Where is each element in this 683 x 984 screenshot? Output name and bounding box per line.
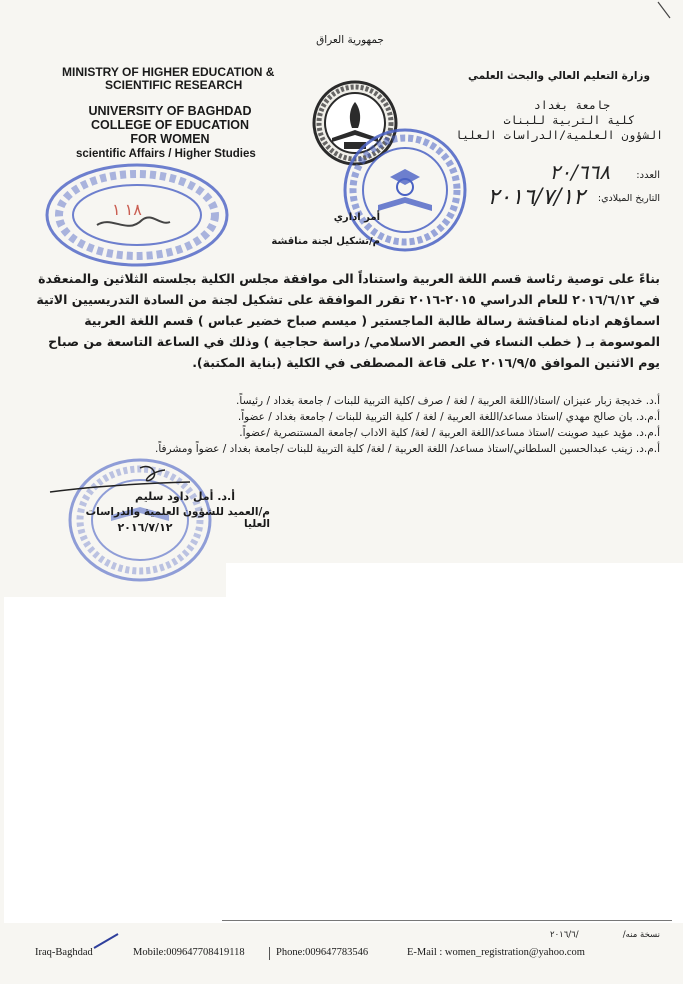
ministry-en bbox=[62, 66, 302, 92]
footer-separator bbox=[269, 947, 270, 960]
copies-label: نسخة منه/ bbox=[622, 930, 660, 940]
admin-order-label: أمر اداري bbox=[333, 212, 380, 223]
committee-member-3: أ.م.د. مؤيد عبيد صوينت /استاذ مساعد/اللغة العربية / لغة/ كلية الاداب /جامعة المستنصرية /عضواً. bbox=[239, 427, 660, 439]
body-paragraph: بناءً على توصية رئاسة قسم اللغة العربية واستناداً الى موافقة مجلس الكلية بجلسته الثلاثين والمنعقدة في ٢٠١٦/٦/١٢ للعام الدراسي ٢٠١٥-٢٠١٦ تقرر الموافقة على تشكيل لجنة من السادة التدريسيين الاتية اسماؤهم ادناه لمناقشة رسالة طالبة الماجستير ( ميسم صباح خضير عباس ) قسم اللغة العربية الموسومة بـ ( خطب النساء في العصر الاسلامي/ دراسة حجاجية ) وذلك في الساعة التاسعة من صباح يوم الاثنين الموافق ٢٠١٦/٩/٥ على قاعة المصطفى في الكلية (بناية المكتبة). bbox=[36, 271, 660, 370]
university-en: UNIVERSITY OF BAGHDAD bbox=[88, 104, 252, 118]
footer-location: Iraq-Baghdad bbox=[35, 947, 93, 958]
date-value: ٢٠١٦/٧/١٢ bbox=[487, 185, 585, 210]
blank-region-left bbox=[4, 597, 234, 923]
date-label: التاريخ الميلادي: bbox=[597, 193, 660, 204]
footer-email: E-Mail : women_registration@yahoo.com bbox=[407, 947, 585, 958]
number-label: العدد: bbox=[636, 170, 660, 181]
ministry-en-line2: SCIENTIFIC RESEARCH bbox=[105, 78, 243, 92]
number-value: ٢٠/٦٦٨ bbox=[549, 160, 610, 184]
signature-date: ٢٠١٦/٧/١٢ bbox=[117, 521, 173, 534]
committee-list bbox=[140, 393, 660, 457]
affairs-en: scientific Affairs / Higher Studies bbox=[76, 148, 256, 160]
signatory-title: م/العميد للشؤون العلمية والدراسات العليا bbox=[85, 506, 270, 530]
subject-title: م/تشكيل لجنة مناقشة bbox=[271, 236, 380, 247]
copies-date: ٢٠١٦/٦/ bbox=[550, 930, 579, 940]
college-en-line2: FOR WOMEN bbox=[130, 132, 210, 146]
committee-member-chair: أ.د. خديجة زبار عنيزان /استاذ/اللغة العربية / لغة / صرف /كلية التربية للبنات / جامعة بغداد / رئيساً. bbox=[236, 395, 660, 407]
ministry-ar: وزارة التعليم العالي والبحث العلمي bbox=[467, 70, 650, 82]
committee-member-2: أ.م.د. بان صالح مهدي /استاذ مساعد/اللغة العربية / لغة / كلية التربية للبنات / جامعة بغداد / عضواً. bbox=[237, 411, 660, 423]
footer-pen-stroke bbox=[88, 930, 128, 950]
republic-label: جمهورية العراق bbox=[316, 34, 384, 46]
university-ar: جامعة بغداد bbox=[533, 98, 610, 112]
college-ar: كلية التربية للبنات bbox=[503, 113, 635, 127]
committee-member-supervisor: أ.م.د. زينب عبدالحسين السلطاني/استاذ مساعد/ اللغة العربية / لغة/ كلية التربية للبنات /جامعة بغداد / عضواً ومشرفاً. bbox=[154, 443, 660, 455]
signatory-name: أ.د. أمل داود سليم bbox=[135, 490, 235, 503]
affairs-ar: الشؤون العلمية/الدراسات العليا bbox=[455, 128, 663, 142]
registration-stamp bbox=[42, 160, 232, 270]
ministry-en-line1: MINISTRY OF HIGHER EDUCATION & bbox=[62, 65, 275, 79]
footer-mobile: Mobile:009647708419118 bbox=[133, 947, 245, 958]
footer-divider bbox=[222, 920, 672, 921]
footer-phone: Phone:009647783546 bbox=[276, 947, 369, 958]
college-en-line1: COLLEGE OF EDUCATION bbox=[90, 118, 250, 132]
university-en-block bbox=[70, 104, 270, 146]
corner-mark bbox=[650, 0, 683, 20]
svg-text:١٨ ١: ١٨ ١ bbox=[112, 202, 142, 219]
blank-region-right bbox=[226, 563, 683, 923]
